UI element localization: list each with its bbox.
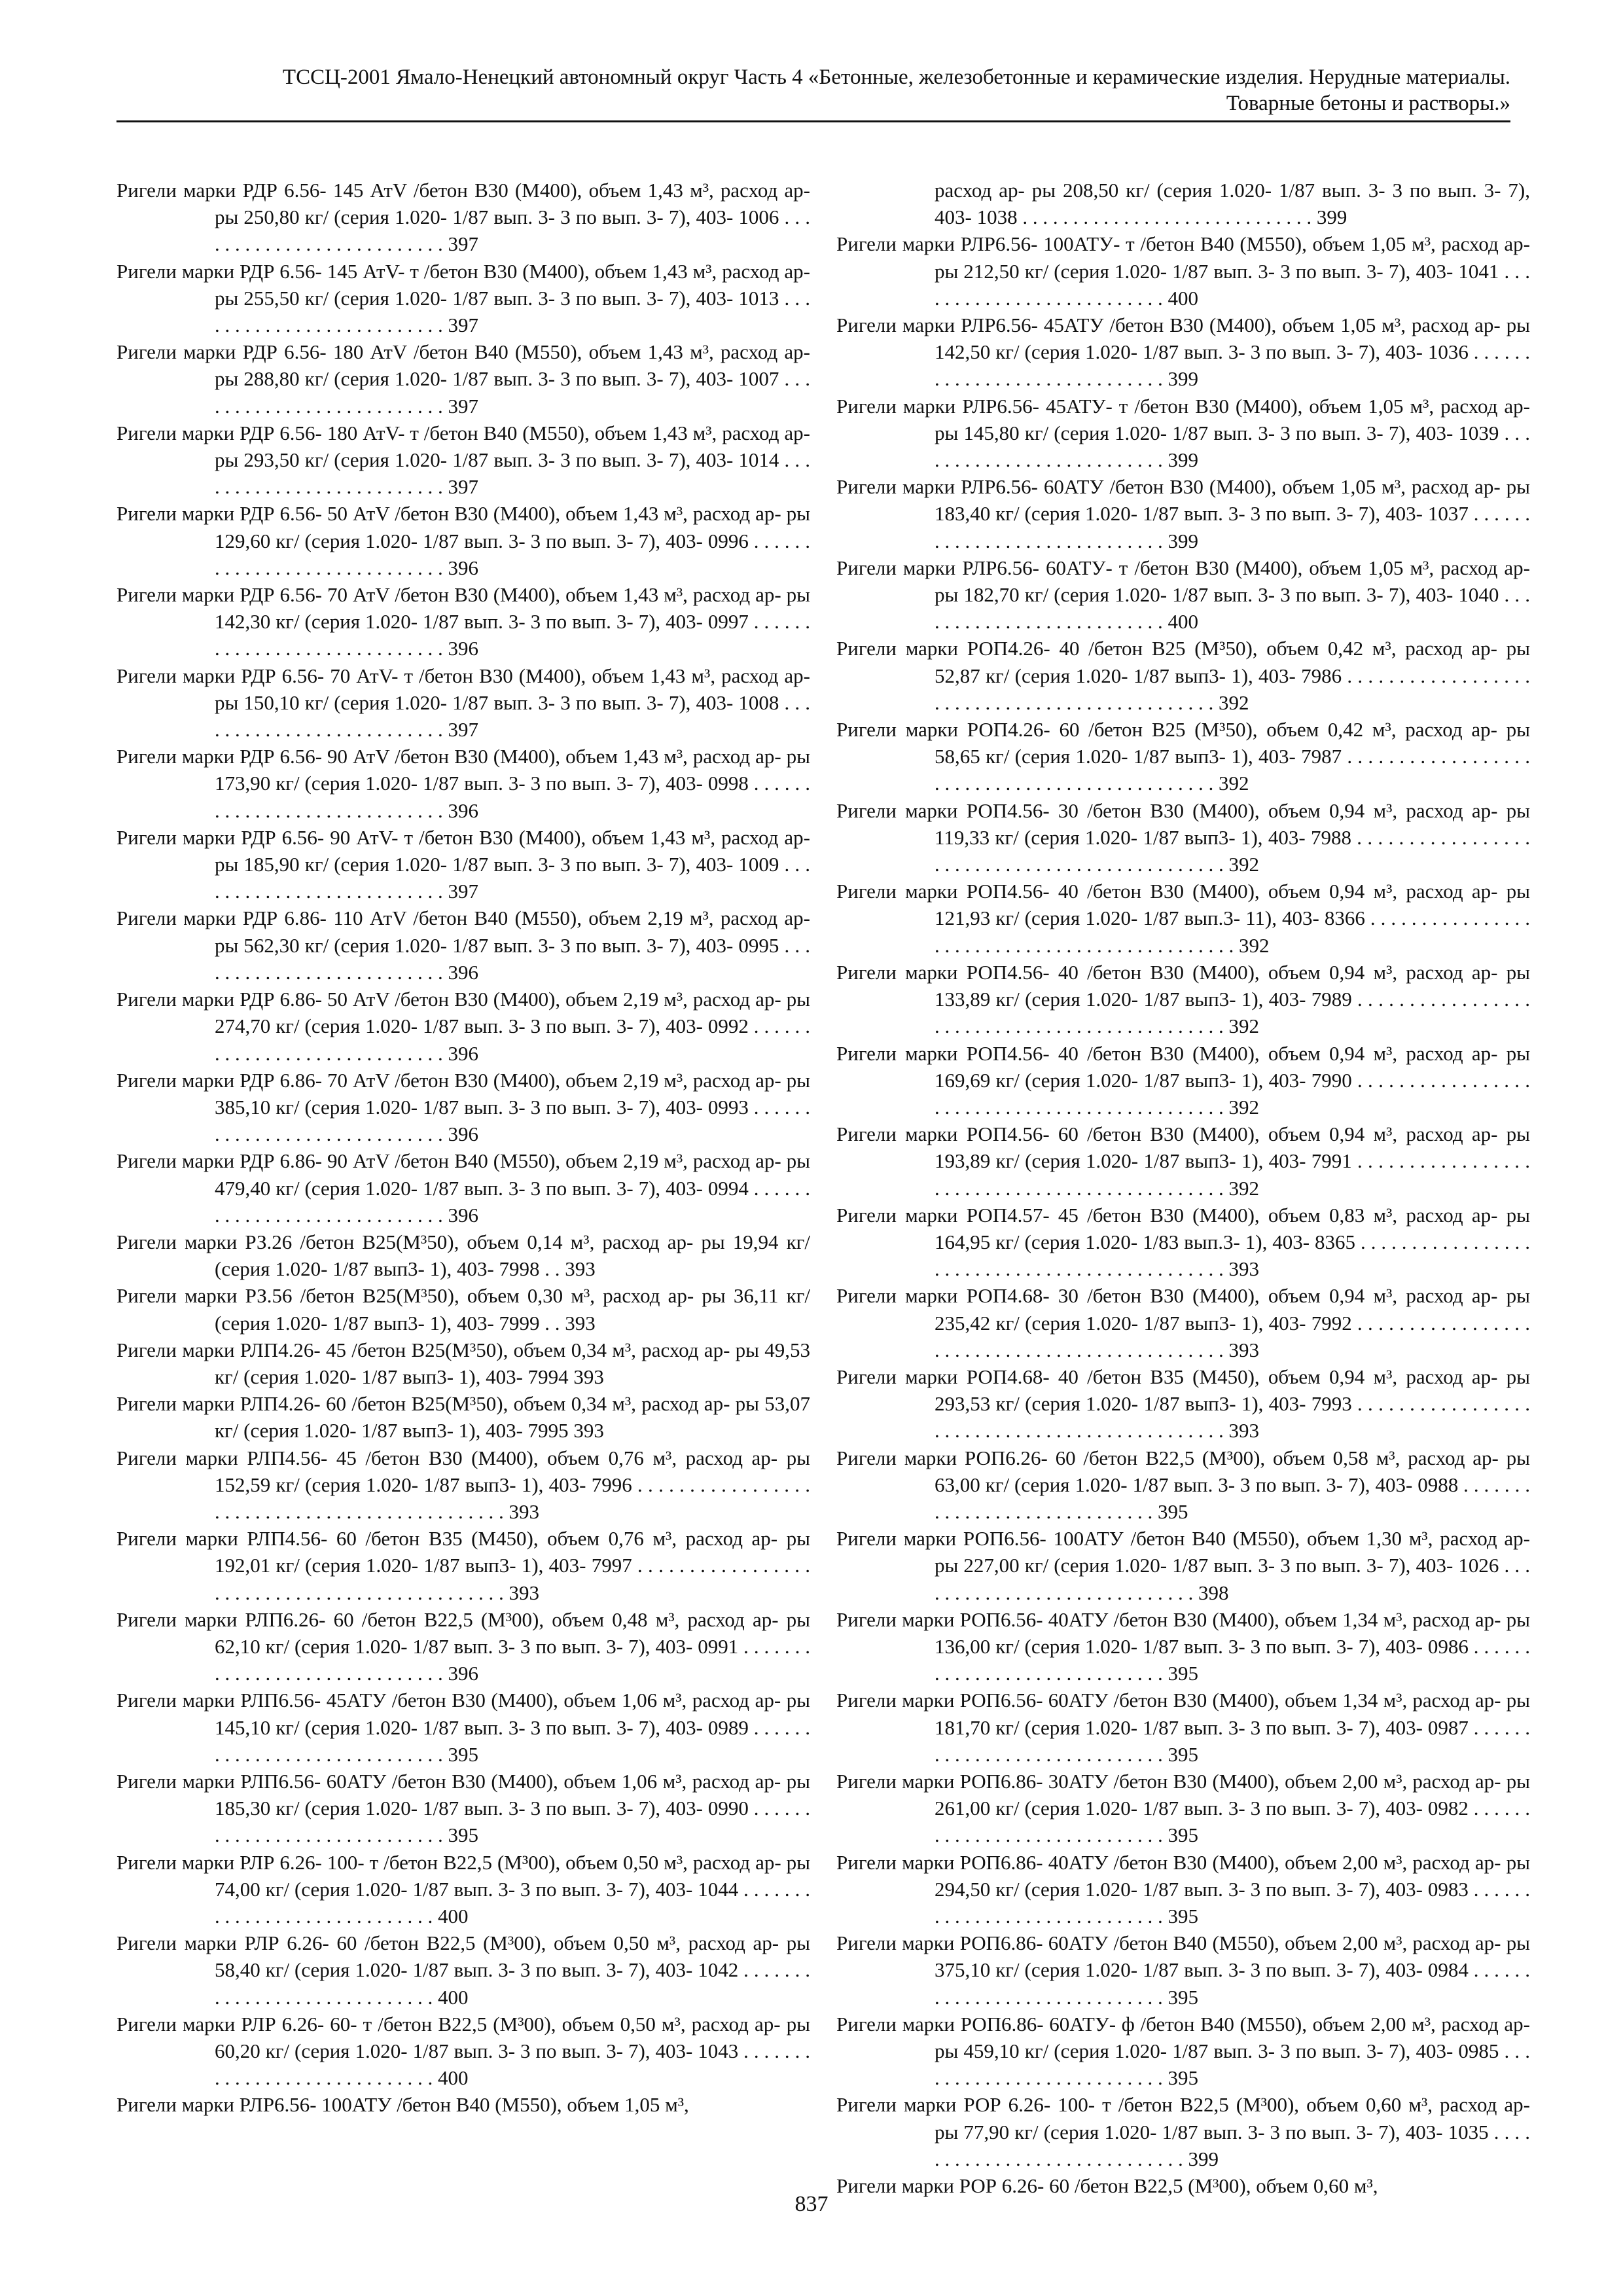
index-entry: Ригели марки РДР 6.56- 70 АтV /бетон В30 (М400), объем 1,43 м³, расход ар- ры 142,30 кг/ (серия 1.020- 1/87 вып. 3- 3 по вып. 3- 7), 403- 0997 . . . . . . . . . . . . . . . . . . . . . . . . . . . . . 396 [116,583,810,660]
index-entry: Ригели марки РОП4.56- 60 /бетон В30 (М400), объем 0,94 м³, расход ар- ры 193,89 кг/ (серия 1.020- 1/87 вып3- 1), 403- 7991 . . . . . . . . . . . . . . . . . . . . . . . . . . . . . . . . . . . . . . . . . . . . . . 392 [836,1122,1530,1200]
index-entry: Ригели марки РЛР6.56- 100АТУ- т /бетон В40 (М550), объем 1,05 м³, расход ар- ры 212,50 кг/ (серия 1.020- 1/87 вып. 3- 3 по вып. 3- 7), 403- 1041 . . . . . . . . . . . . . . . . . . . . . . . . . . 400 [836,232,1530,310]
index-entry: Ригели марки РЛП4.26- 45 /бетон В25(М³50), объем 0,34 м³, расход ар- ры 49,53 кг/ (серия 1.020- 1/87 вып3- 1), 403- 7994 393 [116,1338,810,1388]
index-entry: Ригели марки РОП4.56- 40 /бетон В30 (М400), объем 0,94 м³, расход ар- ры 133,89 кг/ (серия 1.020- 1/87 вып3- 1), 403- 7989 . . . . . . . . . . . . . . . . . . . . . . . . . . . . . . . . . . . . . . . . . . . . . . 392 [836,960,1530,1038]
index-entry: расход ар- ры 208,50 кг/ (серия 1.020- 1/87 вып. 3- 3 по вып. 3- 7), 403- 1038 . . . . . . . . . . . . . . . . . . . . . . . . . . . . . 399 [935,179,1530,229]
index-entry: Ригели марки РЗ.56 /бетон В25(М³50), объем 0,30 м³, расход ар- ры 36,11 кг/ (серия 1.020- 1/87 вып3- 1), 403- 7999 . . 393 [116,1284,810,1335]
index-entry: Ригели марки РОП4.68- 40 /бетон В35 (М450), объем 0,94 м³, расход ар- ры 293,53 кг/ (серия 1.020- 1/87 вып3- 1), 403- 7993 . . . . . . . . . . . . . . . . . . . . . . . . . . . . . . . . . . . . . . . . . . . . . . 393 [836,1365,1530,1443]
index-entry: Ригели марки РЛП4.26- 60 /бетон В25(М³50), объем 0,34 м³, расход ар- ры 53,07 кг/ (серия 1.020- 1/87 вып3- 1), 403- 7995 393 [116,1392,810,1443]
index-entry: Ригели марки РОП4.56- 30 /бетон В30 (М400), объем 0,94 м³, расход ар- ры 119,33 кг/ (серия 1.020- 1/87 вып3- 1), 403- 7988 . . . . . . . . . . . . . . . . . . . . . . . . . . . . . . . . . . . . . . . . . . . . . . 392 [836,798,1530,876]
page-number: 837 [794,2192,829,2216]
index-entry: Ригели марки РДР 6.56- 90 АтV- т /бетон В30 (М400), объем 1,43 м³, расход ар- ры 185,90 кг/ (серия 1.020- 1/87 вып. 3- 3 по вып. 3- 7), 403- 1009 . . . . . . . . . . . . . . . . . . . . . . . . . . 397 [116,825,810,903]
index-entry: Ригели марки РДР 6.56- 70 АтV- т /бетон В30 (М400), объем 1,43 м³, расход ар- ры 150,10 кг/ (серия 1.020- 1/87 вып. 3- 3 по вып. 3- 7), 403- 1008 . . . . . . . . . . . . . . . . . . . . . . . . . . 397 [116,664,810,742]
index-entry: Ригели марки РДР 6.56- 90 АтV /бетон В30 (М400), объем 1,43 м³, расход ар- ры 173,90 кг/ (серия 1.020- 1/87 вып. 3- 3 по вып. 3- 7), 403- 0998 . . . . . . . . . . . . . . . . . . . . . . . . . . . . . 396 [116,745,810,822]
index-entry: Ригели марки РОП6.86- 40АТУ /бетон В30 (М400), объем 2,00 м³, расход ар- ры 294,50 кг/ (серия 1.020- 1/87 вып. 3- 3 по вып. 3- 7), 403- 0983 . . . . . . . . . . . . . . . . . . . . . . . . . . . . . 395 [836,1850,1530,1928]
left-column [116,177,810,2119]
index-entry: Ригели марки РЛР 6.26- 60 /бетон В22,5 (М³00), объем 0,50 м³, расход ар- ры 58,40 кг/ (серия 1.020- 1/87 вып. 3- 3 по вып. 3- 7), 403- 1042 . . . . . . . . . . . . . . . . . . . . . . . . . . . . . 400 [116,1931,810,2009]
index-entry: Ригели марки РЛР6.56- 45АТУ /бетон В30 (М400), объем 1,05 м³, расход ар- ры 142,50 кг/ (серия 1.020- 1/87 вып. 3- 3 по вып. 3- 7), 403- 1036 . . . . . . . . . . . . . . . . . . . . . . . . . . . . . 399 [836,314,1530,391]
index-entry: Ригели марки РДР 6.86- 50 АтV /бетон В30 (М400), объем 2,19 м³, расход ар- ры 274,70 кг/ (серия 1.020- 1/87 вып. 3- 3 по вып. 3- 7), 403- 0992 . . . . . . . . . . . . . . . . . . . . . . . . . . . . . 396 [116,988,810,1065]
index-entry: Ригели марки РОР 6.26- 100- т /бетон В22,5 (М³00), объем 0,60 м³, расход ар- ры 77,90 кг/ (серия 1.020- 1/87 вып. 3- 3 по вып. 3- 7), 403- 1035 . . . . . . . . . . . . . . . . . . . . . . . . . . . . . 399 [836,2093,1530,2170]
header-line-1: ТССЦ-2001 Ямало-Ненецкий автономный округ Часть 4 «Бетонные, железобетонные и керамические изделия. Нерудные материалы. [282,65,1510,89]
index-entry: Ригели марки РОР 6.26- 60 /бетон В22,5 (М³00), объем 0,60 м³, [836,2174,1378,2198]
index-entry: Ригели марки РОП6.56- 100АТУ /бетон В40 (М550), объем 1,30 м³, расход ар- ры 227,00 кг/ (серия 1.020- 1/87 вып. 3- 3 по вып. 3- 7), 403- 1026 . . . . . . . . . . . . . . . . . . . . . . . . . . . . . 398 [836,1527,1530,1604]
index-entry: Ригели марки РЛП6.56- 60АТУ /бетон В30 (М400), объем 1,06 м³, расход ар- ры 185,30 кг/ (серия 1.020- 1/87 вып. 3- 3 по вып. 3- 7), 403- 0990 . . . . . . . . . . . . . . . . . . . . . . . . . . . . . 395 [116,1769,810,1847]
index-entry: Ригели марки РЛР 6.26- 60- т /бетон В22,5 (М³00), объем 0,50 м³, расход ар- ры 60,20 кг/ (серия 1.020- 1/87 вып. 3- 3 по вып. 3- 7), 403- 1043 . . . . . . . . . . . . . . . . . . . . . . . . . . . . . 400 [116,2012,810,2090]
index-entry: Ригели марки РЛР6.56- 45АТУ- т /бетон В30 (М400), объем 1,05 м³, расход ар- ры 145,80 кг/ (серия 1.020- 1/87 вып. 3- 3 по вып. 3- 7), 403- 1039 . . . . . . . . . . . . . . . . . . . . . . . . . . 399 [836,394,1530,472]
index-entry: Ригели марки РДР 6.86- 90 АтV /бетон В40 (М550), объем 2,19 м³, расход ар- ры 479,40 кг/ (серия 1.020- 1/87 вып. 3- 3 по вып. 3- 7), 403- 0994 . . . . . . . . . . . . . . . . . . . . . . . . . . . . . 396 [116,1149,810,1227]
index-entry: Ригели марки РОП4.56- 40 /бетон В30 (М400), объем 0,94 м³, расход ар- ры 169,69 кг/ (серия 1.020- 1/87 вып3- 1), 403- 7990 . . . . . . . . . . . . . . . . . . . . . . . . . . . . . . . . . . . . . . . . . . . . . . 392 [836,1041,1530,1119]
header-line-2: Товарные бетоны и растворы.» [1226,92,1510,115]
header-rule [116,120,1510,122]
index-entry: Ригели марки РОП4.56- 40 /бетон В30 (М400), объем 0,94 м³, расход ар- ры 121,93 кг/ (серия 1.020- 1/87 вып.3- 11), 403- 8366 . . . . . . . . . . . . . . . . . . . . . . . . . . . . . . . . . . . . . . . . . . . . . . 392 [836,880,1530,957]
index-entry: Ригели марки РДР 6.86- 110 АтV /бетон В40 (М550), объем 2,19 м³, расход ар- ры 562,30 кг/ (серия 1.020- 1/87 вып. 3- 3 по вып. 3- 7), 403- 0995 . . . . . . . . . . . . . . . . . . . . . . . . . . 396 [116,906,810,984]
index-entry: Ригели марки РОП6.56- 40АТУ /бетон В30 (М400), объем 1,34 м³, расход ар- ры 136,00 кг/ (серия 1.020- 1/87 вып. 3- 3 по вып. 3- 7), 403- 0986 . . . . . . . . . . . . . . . . . . . . . . . . . . . . . 395 [836,1607,1530,1685]
right-column [836,177,1530,2199]
index-entry: Ригели марки РЛР 6.26- 100- т /бетон В22,5 (М³00), объем 0,50 м³, расход ар- ры 74,00 кг/ (серия 1.020- 1/87 вып. 3- 3 по вып. 3- 7), 403- 1044 . . . . . . . . . . . . . . . . . . . . . . . . . . . . . 400 [116,1850,810,1928]
running-header [116,64,1510,117]
index-entry: Ригели марки РЛП6.26- 60 /бетон В22,5 (М³00), объем 0,48 м³, расход ар- ры 62,10 кг/ (серия 1.020- 1/87 вып. 3- 3 по вып. 3- 7), 403- 0991 . . . . . . . . . . . . . . . . . . . . . . . . . . . . . . 396 [116,1607,810,1685]
index-entry: Ригели марки РЛР6.56- 60АТУ /бетон В30 (М400), объем 1,05 м³, расход ар- ры 183,40 кг/ (серия 1.020- 1/87 вып. 3- 3 по вып. 3- 7), 403- 1037 . . . . . . . . . . . . . . . . . . . . . . . . . . . . . 399 [836,475,1530,552]
index-entry: Ригели марки РДР 6.56- 180 АтV- т /бетон В40 (М550), объем 1,43 м³, расход ар- ры 293,50 кг/ (серия 1.020- 1/87 вып. 3- 3 по вып. 3- 7), 403- 1014 . . . . . . . . . . . . . . . . . . . . . . . . . . 397 [116,421,810,499]
index-entry: Ригели марки РДР 6.56- 145 АтV /бетон В30 (М400), объем 1,43 м³, расход ар- ры 250,80 кг/ (серия 1.020- 1/87 вып. 3- 3 по вып. 3- 7), 403- 1006 . . . . . . . . . . . . . . . . . . . . . . . . . . 397 [116,179,810,256]
index-entry: Ригели марки РОП4.68- 30 /бетон В30 (М400), объем 0,94 м³, расход ар- ры 235,42 кг/ (серия 1.020- 1/87 вып3- 1), 403- 7992 . . . . . . . . . . . . . . . . . . . . . . . . . . . . . . . . . . . . . . . . . . . . . . 393 [836,1284,1530,1361]
index-entry: Ригели марки РОП6.56- 60АТУ /бетон В30 (М400), объем 1,34 м³, расход ар- ры 181,70 кг/ (серия 1.020- 1/87 вып. 3- 3 по вып. 3- 7), 403- 0987 . . . . . . . . . . . . . . . . . . . . . . . . . . . . . 395 [836,1689,1530,1766]
index-entry: Ригели марки РОП4.57- 45 /бетон В30 (М400), объем 0,83 м³, расход ар- ры 164,95 кг/ (серия 1.020- 1/83 вып.3- 1), 403- 8365 . . . . . . . . . . . . . . . . . . . . . . . . . . . . . . . . . . . . . . . . . . . . . . 393 [836,1203,1530,1281]
index-entry: Ригели марки РОП6.86- 60АТУ /бетон В40 (М550), объем 2,00 м³, расход ар- ры 375,10 кг/ (серия 1.020- 1/87 вып. 3- 3 по вып. 3- 7), 403- 0984 . . . . . . . . . . . . . . . . . . . . . . . . . . . . . 395 [836,1931,1530,2009]
index-entry: Ригели марки РДР 6.56- 50 АтV /бетон В30 (М400), объем 1,43 м³, расход ар- ры 129,60 кг/ (серия 1.020- 1/87 вып. 3- 3 по вып. 3- 7), 403- 0996 . . . . . . . . . . . . . . . . . . . . . . . . . . . . . 396 [116,502,810,579]
index-entry: Ригели марки РЗ.26 /бетон В25(М³50), объем 0,14 м³, расход ар- ры 19,94 кг/ (серия 1.020- 1/87 вып3- 1), 403- 7998 . . 393 [116,1230,810,1281]
index-entry: Ригели марки РЛР6.56- 60АТУ- т /бетон В30 (М400), объем 1,05 м³, расход ар- ры 182,70 кг/ (серия 1.020- 1/87 вып. 3- 3 по вып. 3- 7), 403- 1040 . . . . . . . . . . . . . . . . . . . . . . . . . . 400 [836,556,1530,634]
index-entry: Ригели марки РОП4.26- 60 /бетон В25 (М³50), объем 0,42 м³, расход ар- ры 58,65 кг/ (серия 1.020- 1/87 вып3- 1), 403- 7987 . . . . . . . . . . . . . . . . . . . . . . . . . . . . . . . . . . . . . . . . . . . . . . 392 [836,718,1530,795]
index-entry: Ригели марки РЛР6.56- 100АТУ /бетон В40 (М550), объем 1,05 м³, [116,2093,689,2117]
index-entry: Ригели марки РЛП4.56- 60 /бетон В35 (М450), объем 0,76 м³, расход ар- ры 192,01 кг/ (серия 1.020- 1/87 вып3- 1), 403- 7997 . . . . . . . . . . . . . . . . . . . . . . . . . . . . . . . . . . . . . . . . . . . . . . 393 [116,1527,810,1604]
index-entry: Ригели марки РДР 6.56- 145 АтV- т /бетон В30 (М400), объем 1,43 м³, расход ар- ры 255,50 кг/ (серия 1.020- 1/87 вып. 3- 3 по вып. 3- 7), 403- 1013 . . . . . . . . . . . . . . . . . . . . . . . . . . 397 [116,259,810,337]
index-entry: Ригели марки РОП6.86- 30АТУ /бетон В30 (М400), объем 2,00 м³, расход ар- ры 261,00 кг/ (серия 1.020- 1/87 вып. 3- 3 по вып. 3- 7), 403- 0982 . . . . . . . . . . . . . . . . . . . . . . . . . . . . . 395 [836,1769,1530,1847]
index-entry: Ригели марки РЛП6.56- 45АТУ /бетон В30 (М400), объем 1,06 м³, расход ар- ры 145,10 кг/ (серия 1.020- 1/87 вып. 3- 3 по вып. 3- 7), 403- 0989 . . . . . . . . . . . . . . . . . . . . . . . . . . . . . 395 [116,1689,810,1766]
index-entry: Ригели марки РОП6.86- 60АТУ- ф /бетон В40 (М550), объем 2,00 м³, расход ар- ры 459,10 кг/ (серия 1.020- 1/87 вып. 3- 3 по вып. 3- 7), 403- 0985 . . . . . . . . . . . . . . . . . . . . . . . . . . 395 [836,2012,1530,2090]
index-entry: Ригели марки РОП4.26- 40 /бетон В25 (М³50), объем 0,42 м³, расход ар- ры 52,87 кг/ (серия 1.020- 1/87 вып3- 1), 403- 7986 . . . . . . . . . . . . . . . . . . . . . . . . . . . . . . . . . . . . . . . . . . . . . . 392 [836,637,1530,714]
index-entry: Ригели марки РДР 6.56- 180 АтV /бетон В40 (М550), объем 1,43 м³, расход ар- ры 288,80 кг/ (серия 1.020- 1/87 вып. 3- 3 по вып. 3- 7), 403- 1007 . . . . . . . . . . . . . . . . . . . . . . . . . . 397 [116,340,810,418]
index-entry: Ригели марки РДР 6.86- 70 АтV /бетон В30 (М400), объем 2,19 м³, расход ар- ры 385,10 кг/ (серия 1.020- 1/87 вып. 3- 3 по вып. 3- 7), 403- 0993 . . . . . . . . . . . . . . . . . . . . . . . . . . . . . 396 [116,1068,810,1146]
index-entry: Ригели марки РОП6.26- 60 /бетон В22,5 (М³00), объем 0,58 м³, расход ар- ры 63,00 кг/ (серия 1.020- 1/87 вып. 3- 3 по вып. 3- 7), 403- 0988 . . . . . . . . . . . . . . . . . . . . . . . . . . . . . 395 [836,1446,1530,1523]
index-entry: Ригели марки РЛП4.56- 45 /бетон В30 (М400), объем 0,76 м³, расход ар- ры 152,59 кг/ (серия 1.020- 1/87 вып3- 1), 403- 7996 . . . . . . . . . . . . . . . . . . . . . . . . . . . . . . . . . . . . . . . . . . . . . . 393 [116,1446,810,1523]
